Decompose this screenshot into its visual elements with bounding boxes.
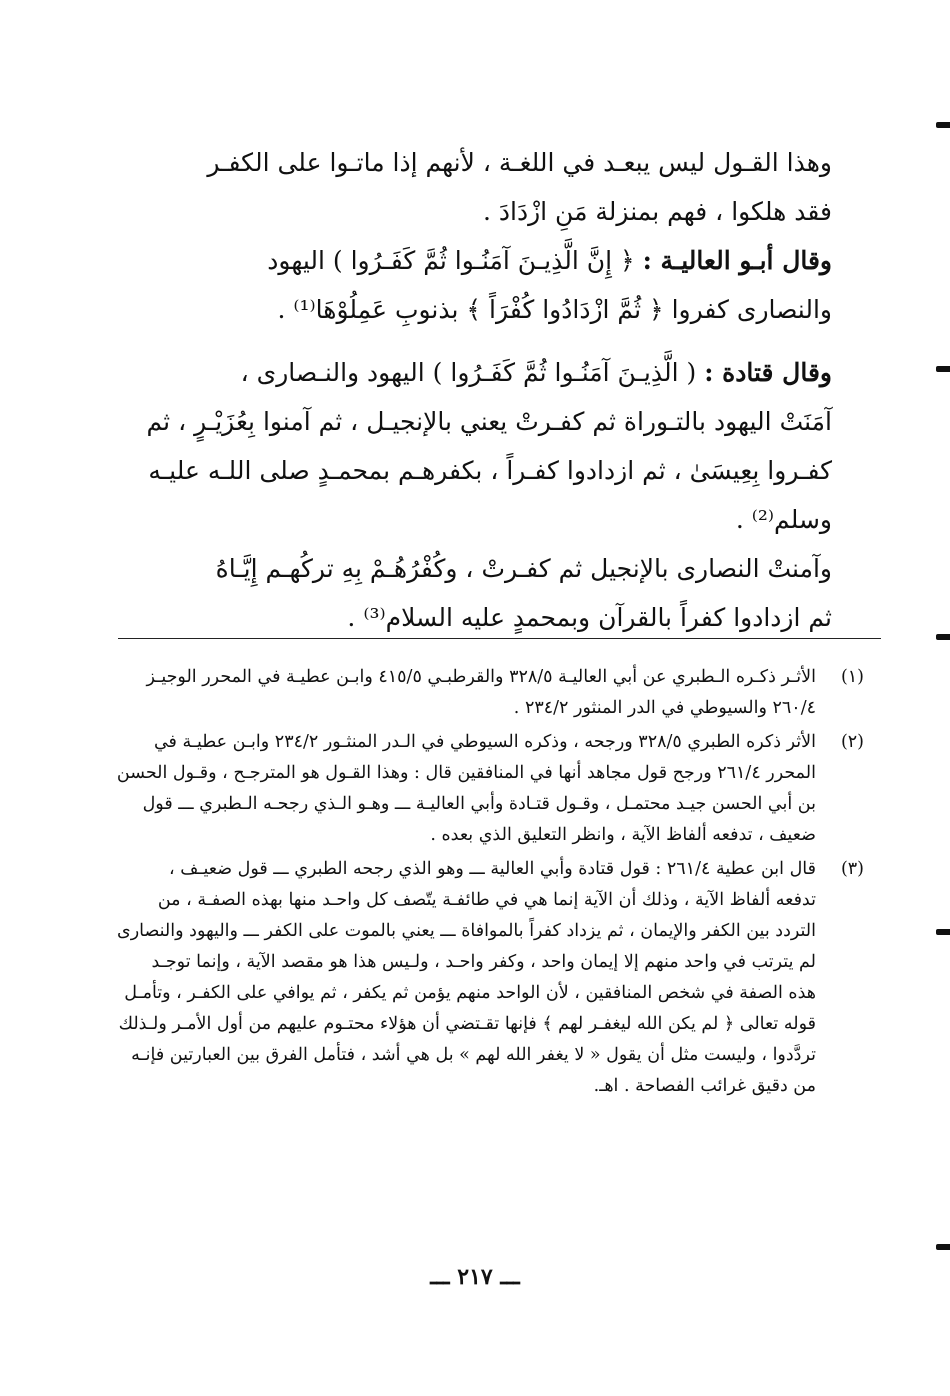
text-line: كفـروا بِعِيسَىٰ ، ثم ازدادوا كفـراً ، بكفرهـم بمحمـدٍ صلى اللـه عليـه bbox=[148, 456, 832, 485]
footnote-line: ٢٦٠/٤ والسيوطي في الدر المنثور ٢٣٤/٢ . bbox=[513, 698, 816, 718]
footnote-line: هذه الصفة في شخص المنافقين ، لأن الواحد منهم يؤمن ثم يكفر ، ثم يوافي على الكفـر ، وتأمـل bbox=[124, 983, 816, 1003]
footnote-line: تدفعه ألفاظ الآية ، وذلك أن الآية إنما هي في طائفـة يتّصف كل واحـد منها بهذه الصفـة ، من bbox=[157, 890, 816, 910]
footnote-line: التردد بين الكفر والإيمان ، ثم يزداد كفراً بالموافاة ـــ يعني بالموت على الكفر ـــ واليهود والنصارى bbox=[117, 921, 816, 941]
footnote-line: ضعيف ، تدفعه ألفاظ الآية ، وانظر التعليق الذي بعده . bbox=[430, 825, 816, 845]
edge-mark bbox=[936, 366, 950, 372]
paragraph bbox=[105, 544, 832, 642]
footnote bbox=[104, 662, 864, 724]
paragraph bbox=[105, 236, 832, 334]
edge-mark bbox=[936, 1244, 950, 1250]
footnote bbox=[104, 854, 864, 1102]
edge-mark bbox=[936, 122, 950, 128]
footnote-line: الأثر ذكره الطبري ٣٢٨/٥ ورجحه ، وذكره السيوطي في الـدر المنثـور ٢٣٤/٢ وابـن عطيـة في bbox=[153, 732, 816, 752]
text-line: آمَنَتْ اليهود بالتـوراة ثم كفـرتْ يعني بالإنجيـل ، ثم آمنوا بِعُزَيْـرٍ ، ثم bbox=[146, 407, 832, 436]
footnote-number: (٣) bbox=[840, 859, 864, 879]
footnote-line: بن أبي الحسن جيـد محتمـل ، وقـول قتـادة وأبي العاليـة ـــ وهـو الـذي رجحـه الـطبري ـــ قول bbox=[142, 794, 816, 814]
edge-mark bbox=[936, 929, 950, 935]
text-line: ( الَّذِيـنَ آمَنُـوا ثُمَّ كَفَـرُوا ) اليهود والنـصارى ، bbox=[240, 358, 705, 387]
footnote-text bbox=[104, 854, 816, 1102]
footnote-number: (١) bbox=[840, 667, 864, 687]
paragraph bbox=[105, 348, 832, 544]
text-line: ثم ازدادوا كفراً بالقرآن وبمحمدٍ عليه السلام⁽³⁾ . bbox=[347, 603, 832, 632]
footnote-line: لم يترتب في واحد منهم إلا إيمان واحد ، وكفر واحـد ، ولـيس هذا هو مقصد الآية ، وإنما توجـد bbox=[151, 952, 816, 972]
footnote-line: من دقيق غرائب الفصاحة . اهـ. bbox=[593, 1076, 816, 1096]
footnote-number: (٢) bbox=[840, 732, 864, 752]
footnotes bbox=[104, 662, 864, 1105]
paragraph-lead: وقال قتادة : bbox=[704, 358, 832, 387]
footnote-text bbox=[104, 727, 816, 851]
page-number: ـــ ٢١٧ ـــ bbox=[430, 1264, 520, 1290]
footnote-line: تردَّدوا ، وليست مثل أن يقول « لا يغفر الله لهم » بل هي أشد ، فتأمل الفرق بين العبارتين فإنـه bbox=[131, 1045, 816, 1065]
footnote bbox=[104, 727, 864, 851]
paragraph bbox=[105, 138, 832, 236]
footnote-text bbox=[104, 662, 816, 724]
footnote-line: قال ابن عطية ٢٦١/٤ : قول قتادة وأبي العالية ـــ وهو الذي رجحه الطبري ـــ قول ضعيـف ، bbox=[169, 859, 816, 879]
text-line: وهذا القـول ليس يبعـد في اللغـة ، لأنهم إذا ماتـوا على الكفـر bbox=[207, 148, 832, 177]
text-line: ﴿ إِنَّ الَّذِيـنَ آمَنُـوا ثُمَّ كَفَـرُوا ) اليهود bbox=[267, 246, 643, 275]
text-line: والنصارى كفروا ﴿ ثُمَّ ازْدَادُوا كُفْرَاً ﴾ بذنوبِ عَمِلُوْهَا⁽¹⁾ . bbox=[277, 295, 832, 324]
main-text bbox=[105, 138, 832, 642]
paragraph-lead: وقال أبـو العاليـة : bbox=[642, 246, 832, 275]
footnote-line: الأثـر ذكـره الـطبري عن أبي العاليـة ٣٢٨/٥ والقرطبـي ٤١٥/٥ وابـن عطيـة في المحرر الوجيـز bbox=[146, 667, 816, 687]
text-line: وسلم⁽²⁾ . bbox=[735, 505, 832, 534]
text-line: فقد هلكوا ، فهم بمنزلة مَنِ ازْدَادَ . bbox=[482, 197, 832, 226]
footnote-divider bbox=[118, 638, 881, 639]
footnote-line: المحرر ٢٦١/٤ ورجح قول مجاهد أنها في المنافقين قال : وهذا القـول هو المترجـح ، وقـول الحسن bbox=[116, 763, 816, 783]
text-line: وآمنتْ النصارى بالإنجيل ثم كفـرتْ ، وكُفْرُهُـمْ بِهِ تركُهـم إِيَّـاهُ bbox=[215, 554, 832, 583]
footnote-line: قوله تعالى ﴿ لم يكن الله ليغفـر لهم ﴾ فإنها تقـتضي أن هؤلاء محتـوم عليهم من أول الأمـر ولـذلك bbox=[118, 1014, 816, 1034]
edge-mark bbox=[936, 634, 950, 640]
